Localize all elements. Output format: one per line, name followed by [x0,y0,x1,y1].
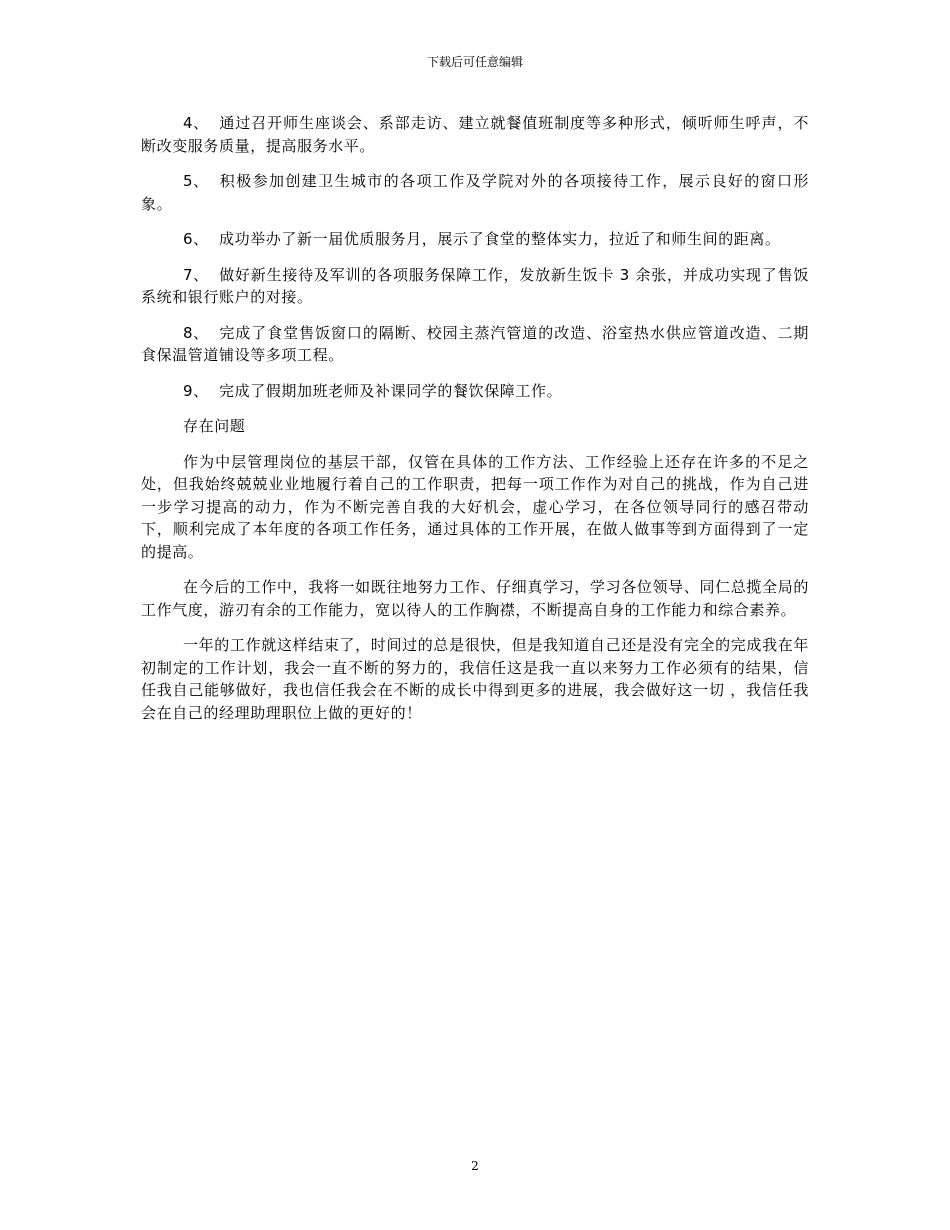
list-item-text: 成功举办了新一届优质服务月，展示了食堂的整体实力，拉近了和师生间的距离。 [219,230,781,248]
list-item-text: 完成了食堂售饭窗口的隔断、校园主蒸汽管道的改造、浴室热水供应管道改造、二期食保温管道铺设等多项工程。 [141,323,809,364]
list-item-number: 5、 [183,172,209,190]
page-header: 下载后可任意编辑 [426,55,523,69]
list-item-number: 6、 [183,230,209,248]
list-item [141,380,809,403]
document-body [141,112,809,737]
body-paragraph: 一年的工作就这样结束了，时间过的总是很快，但是我知道自己还是没有完全的完成我在年初制定的工作计划，我会一直不断的努力的，我信任这是我一直以来努力工作必须有的结果，信任我自己能够做好，我也信任我会在不断的成长中得到更多的进展，我会做好这一切 ，我信任我会在自己的经理助理职位上做的更好的！ [141,636,809,722]
list-item [141,228,809,251]
list-item [141,112,809,157]
body-paragraph: 作为中层管理岗位的基层干部，仅管在具体的工作方法、工作经验上还存在许多的不足之处，但我始终兢兢业业地履行着自己的工作职责，把每一项工作作为对自己的挑战，作为自己进一步学习提高的动力，作为不断完善自我的大好机会，虚心学习，在各位领导同行的感召带动下，顺利完成了本年度的各项工作任务，通过具体的工作开展，在做人做事等到方面得到了一定的提高。 [141,452,809,561]
list-item-number: 7、 [183,265,209,284]
list-item [141,264,809,309]
list-item-text: 积极参加创建卫生城市的各项工作及学院对外的各项接待工作，展示良好的窗口形象。 [141,172,809,213]
list-item-number: 9、 [183,381,209,400]
list-item [141,322,809,367]
list-item-text: 做好新生接待及军训的各项服务保障工作，发放新生饭卡 3 余张，并成功实现了售饭系统和银行账户的对接。 [141,265,809,306]
list-item-text: 完成了假期加班老师及补课同学的餐饮保障工作。 [219,381,563,400]
list-item [141,170,809,215]
list-item-number: 8、 [183,323,209,342]
page-number: 2 [471,1159,479,1173]
list-item-text: 通过召开师生座谈会、系部走访、建立就餐值班制度等多种形式，倾听师生呼声，不断改变服务质量，提高服务水平。 [141,114,809,155]
section-heading: 存在问题 [183,417,246,435]
body-paragraph: 在今后的工作中，我将一如既往地努力工作、仔细真学习，学习各位领导、同仁总揽全局的工作气度，游刃有余的工作能力，宽以待人的工作胸襟，不断提高自身的工作能力和综合素养。 [141,578,809,619]
list-item-number: 4、 [183,114,209,132]
